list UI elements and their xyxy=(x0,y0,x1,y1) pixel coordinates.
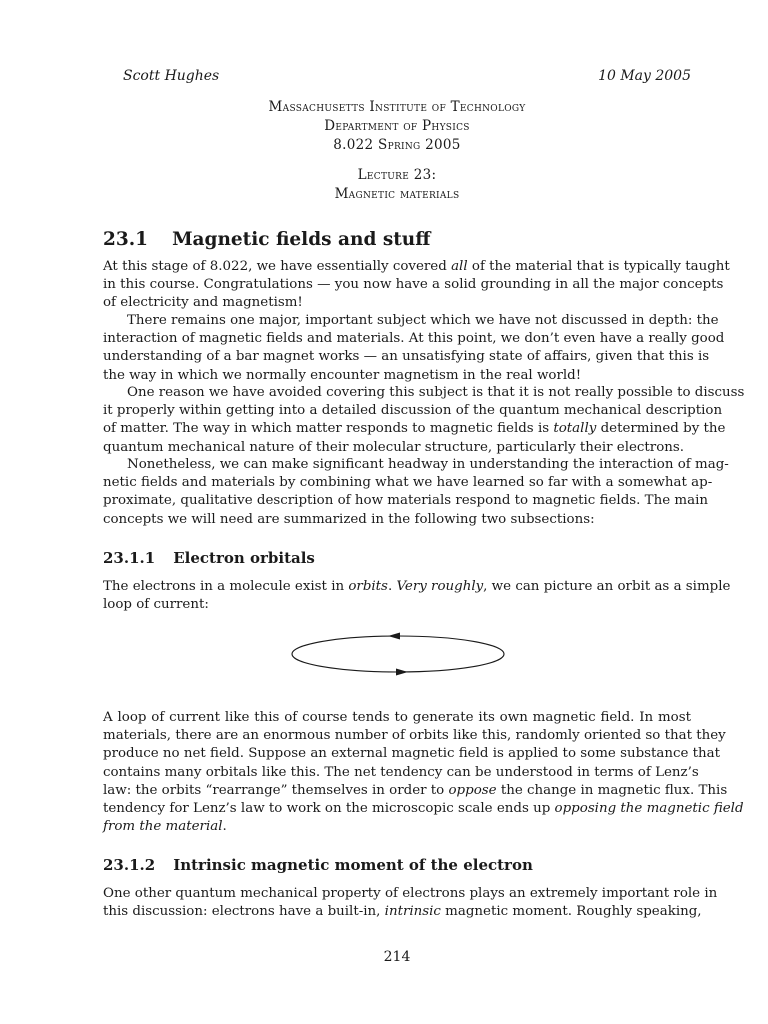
subsection-number: 23.1.1 xyxy=(103,549,156,567)
lecture-block xyxy=(103,166,691,204)
text-line: it properly within getting into a detailed discussion of the quantum mechanical description xyxy=(103,403,723,419)
text-line: concepts we will need are summarized in the following two subsections: xyxy=(103,511,595,527)
text-line: A loop of current like this of course tends to generate its own magnetic field. In most xyxy=(103,710,691,725)
text-line: loop of current: xyxy=(103,597,209,613)
paragraph-nonetheless xyxy=(103,456,729,529)
page-number: 214 xyxy=(383,949,411,965)
emphasis-text: opposing the magnetic field xyxy=(554,801,744,817)
author-name: Scott Hughes xyxy=(123,68,220,84)
section-heading xyxy=(103,229,430,250)
text-line: tendency for Lenz’s law to work on the microscopic scale ends up opposing the magnetic field xyxy=(103,801,744,817)
text-line: quantum mechanical nature of their molecular structure, particularly their electrons. xyxy=(103,439,685,455)
text-line: law: the orbits “rearrange” themselves in order to oppose the change in magnetic flux. This xyxy=(103,782,728,798)
text-line: this discussion: electrons have a built-in, intrinsic magnetic moment. Roughly speaking, xyxy=(103,904,702,920)
lecture-title: Magnetic materials xyxy=(334,186,460,202)
emphasis-text: from the material xyxy=(103,819,223,835)
text-line: netic fields and materials by combining what we have learned so far with a somewhat ap- xyxy=(103,475,713,491)
emphasis-text: oppose xyxy=(448,782,497,798)
text-line: At this stage of 8.022, we have essentially covered all of the material that is typically taught xyxy=(103,259,730,274)
department-name: Department of Physics xyxy=(324,118,470,134)
current-loop-figure xyxy=(288,629,508,679)
text-line: contains many orbitals like this. The net tendency can be understood in terms of Lenz’s xyxy=(103,764,699,780)
section-number: 23.1 xyxy=(103,229,149,250)
text-line: interaction of magnetic fields and materials. At this point, we don’t even have a really good xyxy=(103,331,725,347)
text-line: in this course. Congratulations — you now have a solid grounding in all the major concepts xyxy=(103,277,724,293)
paragraph-orbits xyxy=(103,578,731,614)
section-title: Magnetic fields and stuff xyxy=(172,229,431,250)
paragraph-loop-current xyxy=(103,709,744,836)
document-date: 10 May 2005 xyxy=(598,68,691,84)
text-line: One other quantum mechanical property of electrons plays an extremely important role in xyxy=(103,886,718,901)
emphasis-text: Very roughly xyxy=(396,579,484,594)
paragraph-remaining-subject xyxy=(103,312,725,385)
paragraph-reason xyxy=(103,384,745,457)
arrow-top-icon xyxy=(388,633,400,640)
subsection-title: Electron orbitals xyxy=(173,549,315,567)
arrow-bottom-icon xyxy=(396,669,408,676)
paragraph-intrinsic xyxy=(103,885,718,921)
emphasis-text: intrinsic xyxy=(384,904,441,920)
course-name: 8.022 Spring 2005 xyxy=(333,137,461,153)
text-line: produce no net field. Suppose an external magnetic field is applied to some substance that xyxy=(103,746,721,762)
document-page xyxy=(103,0,745,1024)
text-line: of electricity and magnetism! xyxy=(103,295,303,311)
text-line: the way in which we normally encounter magnetism in the real world! xyxy=(103,367,582,383)
paragraph-intro xyxy=(103,258,730,313)
lecture-number: Lecture 23: xyxy=(357,167,437,183)
text-line: of matter. The way in which matter responds to magnetic fields is totally determined by the xyxy=(103,421,726,437)
emphasis-text: totally xyxy=(553,421,597,437)
emphasis-text: all xyxy=(451,259,468,274)
institution-name: Massachusetts Institute of Technology xyxy=(268,99,526,115)
emphasis-text: orbits xyxy=(348,579,388,594)
institution-block xyxy=(103,98,691,155)
text-line: understanding of a bar magnet works — an unsatisfying state of affairs, given that this is xyxy=(103,349,710,365)
subsection-heading-electron-orbitals xyxy=(103,549,315,567)
text-line: from the material. xyxy=(103,819,227,835)
subsection-number: 23.1.2 xyxy=(103,856,156,874)
page-header xyxy=(123,68,691,84)
text-line: Nonetheless, we can make significant headway in understanding the interaction of mag- xyxy=(127,457,729,472)
text-line: The electrons in a molecule exist in orbits. Very roughly, we can picture an orbit as a simple xyxy=(103,579,731,594)
text-line: There remains one major, important subject which we have not discussed in depth: the xyxy=(127,313,719,328)
text-line: One reason we have avoided covering this subject is that it is not really possible to discuss xyxy=(127,385,745,400)
current-loop-ellipse xyxy=(292,636,504,672)
subsection-heading-intrinsic-moment xyxy=(103,856,533,874)
text-line: materials, there are an enormous number of orbits like this, randomly oriented so that they xyxy=(103,728,726,744)
text-line: proximate, qualitative description of how materials respond to magnetic fields. The main xyxy=(103,493,708,509)
subsection-title: Intrinsic magnetic moment of the electron xyxy=(173,856,533,874)
